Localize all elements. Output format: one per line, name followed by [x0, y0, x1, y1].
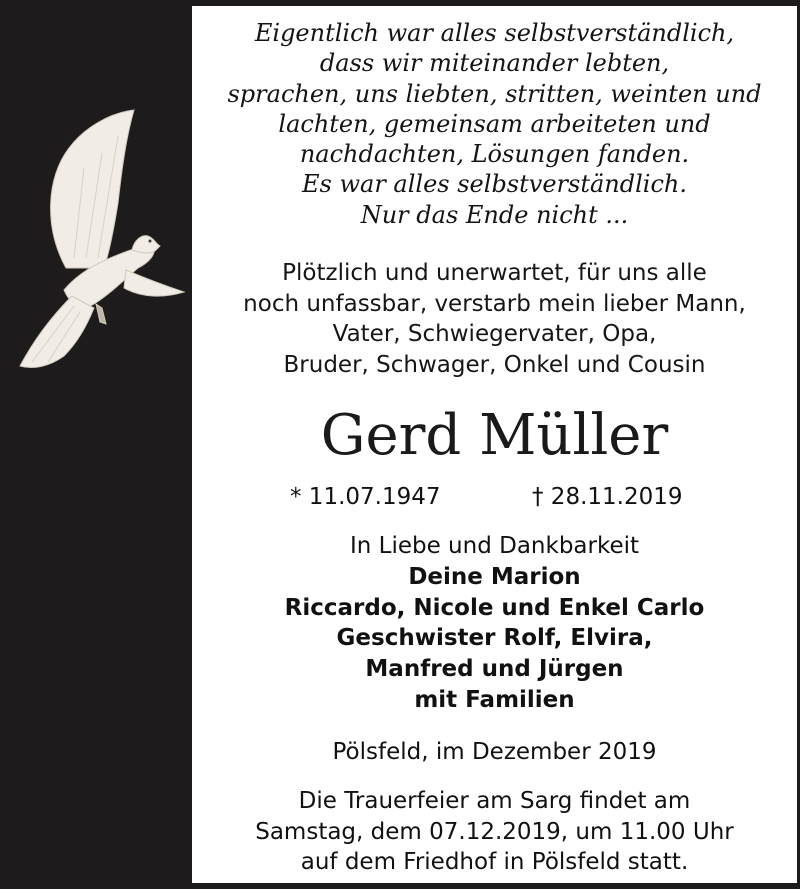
place-and-date: Pölsfeld, im Dezember 2019 — [332, 739, 657, 765]
mourners-intro: In Liebe und Dankbarkeit — [349, 533, 640, 559]
funeral-line: Die Trauerfeier am Sarg findet am — [298, 788, 691, 814]
funeral-line: Samstag, dem 07.12.2019, um 11.00 Uhr — [255, 818, 734, 845]
mourner-line: Riccardo, Nicole und Enkel Carlo — [284, 594, 705, 621]
poem-line: Eigentlich war alles selbstverständlich, — [254, 19, 735, 47]
announcement-line: Vater, Schwiegervater, Opa, — [332, 321, 657, 347]
poem-line: lachten, gemeinsam arbeiteten und — [278, 109, 711, 138]
obituary-content — [192, 6, 797, 883]
mourner-line: mit Familien — [414, 686, 575, 713]
memorial-poem — [192, 18, 797, 230]
mourners-block — [192, 531, 797, 716]
life-dates — [192, 480, 797, 514]
funeral-line: auf dem Friedhof in Pölsfeld statt. — [300, 849, 689, 875]
death-date: † 28.11.2019 — [532, 484, 683, 510]
black-sidebar — [0, 0, 192, 889]
funeral-notice — [192, 786, 797, 878]
poem-line: Nur das Ende nicht ... — [360, 200, 629, 229]
mourner-names — [192, 562, 797, 716]
mourner-line: Deine Marion — [408, 563, 581, 590]
poem-line: sprachen, uns liebten, stritten, weinten und — [227, 79, 762, 108]
announcement-line: noch unfassbar, verstarb mein lieber Mann, — [243, 290, 746, 317]
announcement-line: Plötzlich und unerwartet, für uns alle — [282, 260, 707, 286]
birth-date: * 11.07.1947 — [290, 484, 441, 510]
white-dove-icon — [14, 108, 192, 383]
mourner-line: Manfred und Jürgen — [365, 656, 624, 683]
death-announcement — [192, 258, 797, 380]
poem-line: Es war alles selbstverständlich. — [302, 170, 687, 199]
poem-line: dass wir miteinander lebten, — [319, 49, 670, 78]
deceased-name: Gerd Müller — [320, 403, 669, 468]
poem-line: nachdachten, Lösungen fanden. — [299, 140, 690, 169]
announcement-line: Bruder, Schwager, Onkel und Cousin — [283, 351, 706, 378]
mourner-line: Geschwister Rolf, Elvira, — [336, 625, 653, 652]
